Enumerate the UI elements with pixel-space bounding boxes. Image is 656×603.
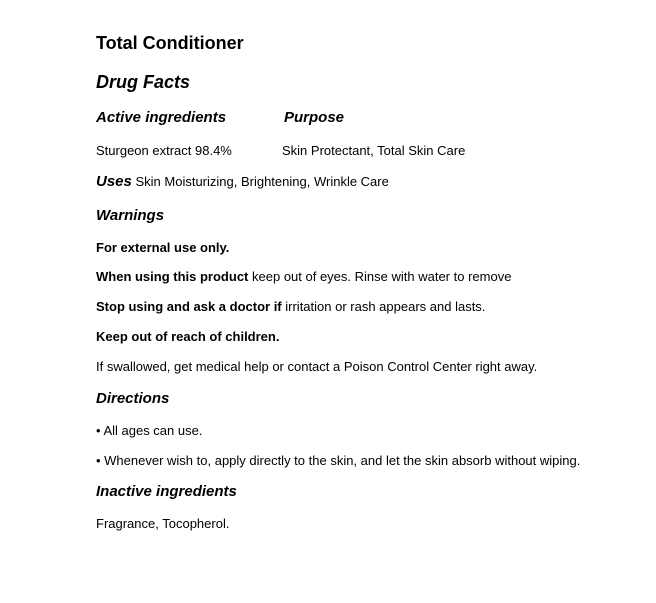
uses-text: Skin Moisturizing, Brightening, Wrinkle Care	[135, 174, 389, 189]
inactive-ingredients-text: Fragrance, Tocopherol.	[96, 516, 230, 531]
keep-out-of-reach-warning: Keep out of reach of children.	[96, 329, 280, 344]
purpose-heading: Purpose	[284, 109, 345, 126]
stop-using-warning	[96, 299, 485, 315]
when-using-text: keep out of eyes. Rinse with water to remove	[252, 269, 512, 284]
uses-label: Uses	[96, 173, 132, 190]
active-ingredients-heading: Active ingredients	[96, 109, 227, 126]
when-using-label: When using this product	[96, 269, 249, 284]
stop-using-label: Stop using and ask a doctor if	[96, 299, 282, 314]
uses-row	[96, 174, 389, 190]
active-ingredient-name: Sturgeon extract 98.4%	[96, 143, 232, 158]
directions-item: • All ages can use.	[96, 423, 203, 438]
stop-using-text: irritation or rash appears and lasts.	[285, 299, 486, 314]
active-ingredients-header-row	[96, 108, 636, 128]
directions-item: • Whenever wish to, apply directly to the skin, and let the skin absorb without wiping.	[96, 453, 581, 468]
product-title: Total Conditioner	[96, 33, 244, 53]
inactive-ingredients-heading: Inactive ingredients	[96, 483, 237, 500]
directions-heading: Directions	[96, 390, 170, 407]
active-ingredient-row	[96, 143, 636, 159]
if-swallowed-warning: If swallowed, get medical help or contact a Poison Control Center right away.	[96, 359, 538, 374]
active-ingredient-purpose: Skin Protectant, Total Skin Care	[282, 143, 466, 158]
drug-facts-heading: Drug Facts	[96, 72, 191, 92]
warnings-heading: Warnings	[96, 207, 165, 224]
external-use-warning: For external use only.	[96, 240, 230, 255]
when-using-warning	[96, 269, 511, 285]
